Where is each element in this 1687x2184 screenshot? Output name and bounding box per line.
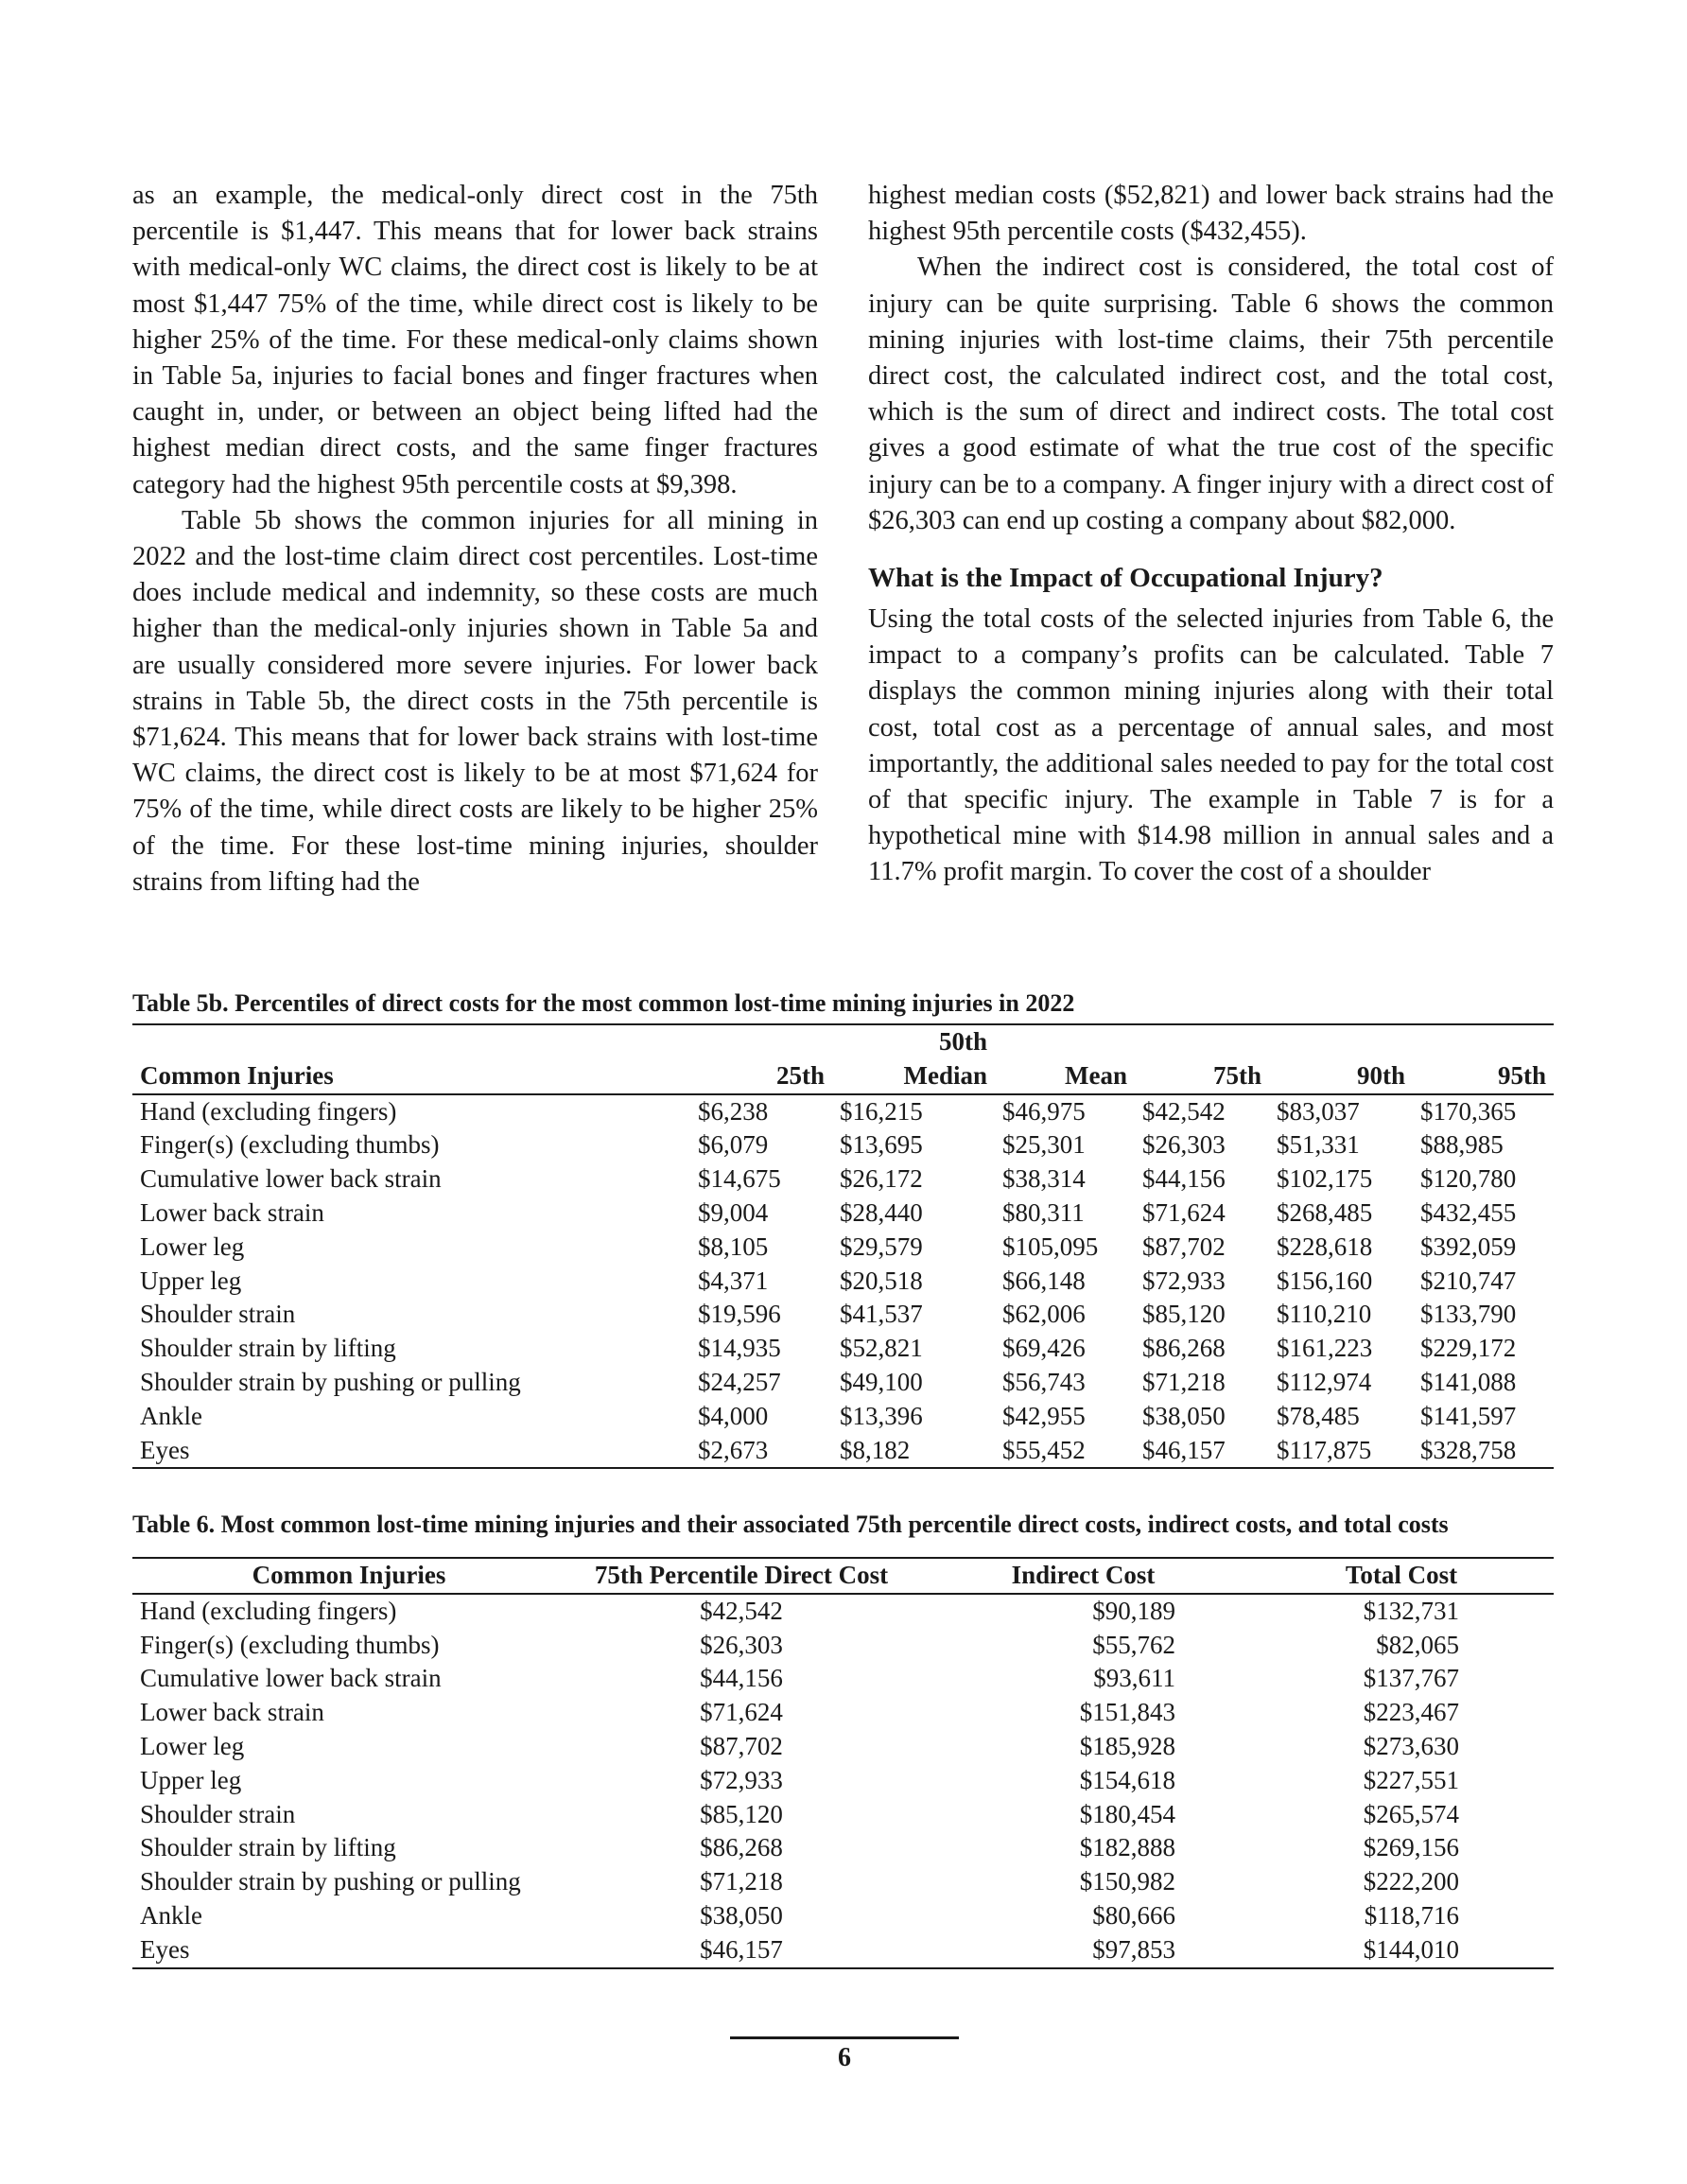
cost-cell: $20,518	[840, 1266, 923, 1295]
table-6-row	[132, 1865, 1554, 1899]
cost-cell: $90,189	[1092, 1596, 1175, 1625]
table-5b-row	[132, 1094, 1554, 1129]
cost-cell: $2,673	[690, 1434, 832, 1469]
table-5b-row	[132, 1128, 1554, 1162]
injury-name-cell: Finger(s) (excluding thumbs)	[140, 1630, 440, 1659]
cost-cell: $14,675	[698, 1164, 781, 1194]
injury-name-cell: Ankle	[140, 1900, 202, 1930]
table-5b-row	[132, 1197, 1554, 1231]
cost-cell: $38,050	[700, 1900, 783, 1930]
table-5b-header-cell: Mean	[995, 1059, 1135, 1094]
cost-cell: $13,396	[840, 1401, 923, 1430]
table-6-row	[132, 1899, 1554, 1933]
cost-cell: $223,467	[1363, 1698, 1459, 1727]
cost-cell: $13,695	[840, 1130, 923, 1160]
cost-cell: $110,210	[1277, 1300, 1372, 1329]
footer-rule	[730, 2036, 959, 2039]
cost-cell: $222,200	[1363, 1867, 1459, 1896]
cost-cell: $42,542	[1142, 1096, 1226, 1126]
injury-name-cell: Hand (excluding fingers)	[140, 1596, 397, 1625]
table-5b-caption: Table 5b. Percentiles of direct costs for the most common lost-time mining injuries in 2022	[132, 989, 1075, 1017]
injury-name-cell: Cumulative lower back strain	[140, 1664, 442, 1693]
table-6-header-cell: Indirect Cost	[917, 1558, 1242, 1594]
table-5b-row	[132, 1400, 1554, 1434]
cost-cell: $151,843	[1079, 1698, 1175, 1727]
right-paragraph-2: When the indirect cost is considered, the total cost of injury can be quite surprising. Table 6 shows the common mining injuries with lost-time claims, their 75th percentile direct cost, the calculated indirect cost, and the total cost, which is the sum of direct and indirect costs. The total cost gives a good estimate of what the true cost of the specific injury can be to a company. A finger injury with a direct cost of $26,303 can end up costing a company about $82,000.	[868, 253, 1554, 535]
cost-cell: $16,215	[840, 1096, 923, 1126]
cost-cell: $71,624	[1142, 1197, 1226, 1227]
table-5b-row	[132, 1332, 1554, 1366]
cost-cell: $4,371	[698, 1266, 769, 1295]
injury-name-cell: Shoulder strain	[140, 1799, 296, 1828]
cost-cell: $80,311	[1002, 1197, 1085, 1227]
cost-cell: $4,000	[698, 1401, 769, 1430]
cost-cell: $80,666	[1092, 1900, 1175, 1930]
table-6-row	[132, 1696, 1554, 1730]
cost-cell: $85,120	[700, 1799, 783, 1828]
cost-cell: $29,579	[840, 1232, 923, 1261]
section-heading: What is the Impact of Occupational Injury?	[868, 563, 1383, 594]
cost-cell: $66,148	[1002, 1266, 1086, 1295]
cost-cell: $273,630	[1363, 1731, 1459, 1760]
cost-cell: $8,105	[698, 1232, 769, 1261]
injury-name-cell: Shoulder strain by lifting	[140, 1334, 396, 1363]
right-paragraph-3: Using the total costs of the selected injuries from Table 6, the impact to a company’s profits can be calculated. Table 7 displays the common mining injuries along with their total cost, total cost as a percentage of annual sales, and most importantly, the additional sales needed to pay for the total cost of that specific injury. The example in Table 7 is for a hypothetical mine with $14.98 million in annual sales and a 11.7% profit margin. To cover the cost of a shoulder	[868, 604, 1554, 887]
table-6	[132, 1557, 1554, 1969]
table-5b-header-top-cell	[132, 1024, 690, 1059]
cost-cell: $25,301	[1002, 1130, 1086, 1160]
injury-name-cell: Lower leg	[140, 1232, 245, 1261]
cost-cell: $62,006	[1002, 1300, 1086, 1329]
cost-cell: $8,182	[832, 1434, 995, 1469]
table-5b	[132, 1023, 1554, 1469]
table-6-row	[132, 1933, 1554, 1968]
right-paragraph-1: highest median costs ($52,821) and lower back strains had the highest 95th percentile costs ($432,455).	[868, 181, 1554, 247]
table-5b-header-cell: 25th	[690, 1059, 832, 1094]
cost-cell: $6,079	[698, 1130, 769, 1160]
table-5b-row	[132, 1265, 1554, 1299]
cost-cell: $51,331	[1277, 1130, 1360, 1160]
cost-cell: $93,611	[1093, 1664, 1175, 1693]
table-6-row	[132, 1764, 1554, 1798]
table-5b-header-cell: Median	[832, 1059, 995, 1094]
table-5b-header-top-cell	[1413, 1024, 1554, 1059]
cost-cell: $141,088	[1420, 1367, 1517, 1396]
table-5b-header-top-row	[132, 1024, 1554, 1059]
cost-cell: $42,955	[1002, 1401, 1086, 1430]
cost-cell: $161,223	[1277, 1334, 1373, 1363]
table-6-row	[132, 1831, 1554, 1865]
cost-cell: $78,485	[1277, 1401, 1360, 1430]
cost-cell: $328,758	[1413, 1434, 1554, 1469]
injury-name-cell: Lower back strain	[140, 1197, 324, 1227]
cost-cell: $26,303	[1142, 1130, 1226, 1160]
table-5b-row	[132, 1231, 1554, 1265]
cost-cell: $229,172	[1420, 1334, 1517, 1363]
cost-cell: $269,156	[1363, 1833, 1459, 1862]
injury-name-cell: Eyes	[132, 1933, 558, 1968]
cost-cell: $71,624	[700, 1698, 783, 1727]
table-5b-header-top-cell	[995, 1024, 1135, 1059]
injury-name-cell: Lower leg	[140, 1731, 245, 1760]
cost-cell: $52,821	[840, 1334, 923, 1363]
cost-cell: $85,120	[1142, 1300, 1226, 1329]
cost-cell: $141,597	[1420, 1401, 1517, 1430]
table-6-row	[132, 1629, 1554, 1663]
cost-cell: $69,426	[1002, 1334, 1086, 1363]
cost-cell: $72,933	[700, 1765, 783, 1794]
cost-cell: $71,218	[700, 1867, 783, 1896]
cost-cell: $86,268	[1142, 1334, 1226, 1363]
cost-cell: $210,747	[1420, 1266, 1517, 1295]
cost-cell: $185,928	[1079, 1731, 1175, 1760]
cost-cell: $49,100	[840, 1367, 923, 1396]
cost-cell: $26,303	[700, 1630, 783, 1659]
cost-cell: $156,160	[1277, 1266, 1373, 1295]
table-5b-row	[132, 1298, 1554, 1332]
cost-cell: $392,059	[1420, 1232, 1517, 1261]
cost-cell: $117,875	[1269, 1434, 1413, 1469]
table-6-header-cell: Common Injuries	[132, 1558, 558, 1594]
cost-cell: $105,095	[1002, 1232, 1099, 1261]
cost-cell: $133,790	[1420, 1300, 1517, 1329]
cost-cell: $83,037	[1277, 1096, 1360, 1126]
injury-name-cell: Upper leg	[140, 1765, 242, 1794]
cost-cell: $44,156	[700, 1664, 783, 1693]
left-text-column	[132, 178, 818, 900]
cost-cell: $144,010	[1242, 1933, 1554, 1968]
table-5b-row	[132, 1366, 1554, 1400]
cost-cell: $24,257	[698, 1367, 781, 1396]
cost-cell: $268,485	[1277, 1197, 1373, 1227]
cost-cell: $87,702	[1142, 1232, 1226, 1261]
table-5b-header-top-cell	[1135, 1024, 1269, 1059]
table-6-row	[132, 1662, 1554, 1696]
injury-name-cell: Shoulder strain by pushing or pulling	[140, 1867, 521, 1896]
table-5b-header-cell: 90th	[1269, 1059, 1413, 1094]
cost-cell: $154,618	[1079, 1765, 1175, 1794]
table-6-header-cell: 75th Percentile Direct Cost	[558, 1558, 917, 1594]
injury-name-cell: Lower back strain	[140, 1698, 324, 1727]
cost-cell: $38,050	[1142, 1401, 1226, 1430]
table-6-row	[132, 1594, 1554, 1629]
cost-cell: $14,935	[698, 1334, 781, 1363]
table-6-header-row	[132, 1558, 1554, 1594]
cost-cell: $182,888	[1079, 1833, 1175, 1862]
cost-cell: $55,762	[1092, 1630, 1175, 1659]
table-5b-header-top-cell	[1269, 1024, 1413, 1059]
table-5b-header-cell: Common Injuries	[132, 1059, 690, 1094]
injury-name-cell: Upper leg	[140, 1266, 242, 1295]
cost-cell: $46,157	[558, 1933, 917, 1968]
cost-cell: $132,731	[1363, 1596, 1459, 1625]
cost-cell: $44,156	[1142, 1164, 1226, 1194]
cost-cell: $112,974	[1277, 1367, 1372, 1396]
cost-cell: $137,767	[1363, 1664, 1459, 1693]
cost-cell: $180,454	[1079, 1799, 1175, 1828]
cost-cell: $97,853	[917, 1933, 1242, 1968]
cost-cell: $432,455	[1420, 1197, 1517, 1227]
cost-cell: $9,004	[698, 1197, 769, 1227]
injury-name-cell: Ankle	[140, 1401, 202, 1430]
cost-cell: $150,982	[1079, 1867, 1175, 1896]
injury-name-cell: Cumulative lower back strain	[140, 1164, 442, 1194]
table-5b-header-row	[132, 1059, 1554, 1094]
cost-cell: $42,542	[700, 1596, 783, 1625]
table-5b-row	[132, 1434, 1554, 1469]
cost-cell: $227,551	[1363, 1765, 1459, 1794]
left-paragraph-2: Table 5b shows the common injuries for all mining in 2022 and the lost-time claim direct cost percentiles. Lost-time does include medical and indemnity, so these costs are much higher than the medical-only injuries shown in Table 5a and are usually considered more severe injuries. For lower back strains in Table 5b, the direct costs in the 75th percentile is $71,624. This means that for lower back strains with lost-time WC claims, the direct cost is likely to be at most $71,624 for 75% of the time, while direct costs are likely to be higher 25% of the time. For these lost-time mining injuries, shoulder strains from lifting had the	[132, 505, 818, 897]
injury-name-cell: Shoulder strain by lifting	[140, 1833, 396, 1862]
table-5b-row	[132, 1162, 1554, 1197]
cost-cell: $87,702	[700, 1731, 783, 1760]
cost-cell: $26,172	[840, 1164, 923, 1194]
cost-cell: $170,365	[1420, 1096, 1517, 1126]
cost-cell: $71,218	[1142, 1367, 1226, 1396]
table-5b-header-cell: 75th	[1135, 1059, 1269, 1094]
cost-cell: $88,985	[1420, 1130, 1504, 1160]
injury-name-cell: Hand (excluding fingers)	[140, 1096, 397, 1126]
cost-cell: $120,780	[1420, 1164, 1517, 1194]
page-number: 6	[838, 2043, 851, 2072]
right-text-column	[868, 178, 1554, 891]
cost-cell: $102,175	[1277, 1164, 1373, 1194]
table-6-row	[132, 1798, 1554, 1832]
cost-cell: $38,314	[1002, 1164, 1086, 1194]
injury-name-cell: Finger(s) (excluding thumbs)	[140, 1130, 440, 1160]
cost-cell: $86,268	[700, 1833, 783, 1862]
cost-cell: $72,933	[1142, 1266, 1226, 1295]
cost-cell: $6,238	[698, 1096, 769, 1126]
cost-cell: $228,618	[1277, 1232, 1373, 1261]
injury-name-cell: Shoulder strain by pushing or pulling	[140, 1367, 521, 1396]
table-5b-header-top-cell	[690, 1024, 832, 1059]
table-6-header-cell: Total Cost	[1242, 1558, 1554, 1594]
cost-cell: $46,975	[1002, 1096, 1086, 1126]
cost-cell: $82,065	[1376, 1630, 1459, 1659]
cost-cell: $56,743	[1002, 1367, 1086, 1396]
cost-cell: $28,440	[840, 1197, 923, 1227]
injury-name-cell: Eyes	[132, 1434, 690, 1469]
table-6-caption: Table 6. Most common lost-time mining injuries and their associated 75th percentile direct costs, indirect costs, and total costs	[132, 1511, 1449, 1538]
injury-name-cell: Shoulder strain	[140, 1300, 296, 1329]
cost-cell: $55,452	[995, 1434, 1135, 1469]
cost-cell: $265,574	[1363, 1799, 1459, 1828]
cost-cell: $41,537	[840, 1300, 923, 1329]
table-6-row	[132, 1730, 1554, 1764]
cost-cell: $19,596	[698, 1300, 781, 1329]
cost-cell: $46,157	[1135, 1434, 1269, 1469]
left-paragraph-1: as an example, the medical-only direct cost in the 75th percentile is $1,447. This means that for lower back strains with medical-only WC claims, the direct cost is likely to be at most $1,447 75% of the time, while direct cost is likely to be higher 25% of the time. For these medical-only claims shown in Table 5a, injuries to facial bones and finger fractures when caught in, under, or between an object being lifted had the highest median direct costs, and the same finger fractures category had the highest 95th percentile costs at $9,398.	[132, 181, 818, 499]
table-5b-header-top-cell: 50th	[832, 1024, 995, 1059]
table-5b-header-cell: 95th	[1413, 1059, 1554, 1094]
cost-cell: $118,716	[1364, 1900, 1459, 1930]
